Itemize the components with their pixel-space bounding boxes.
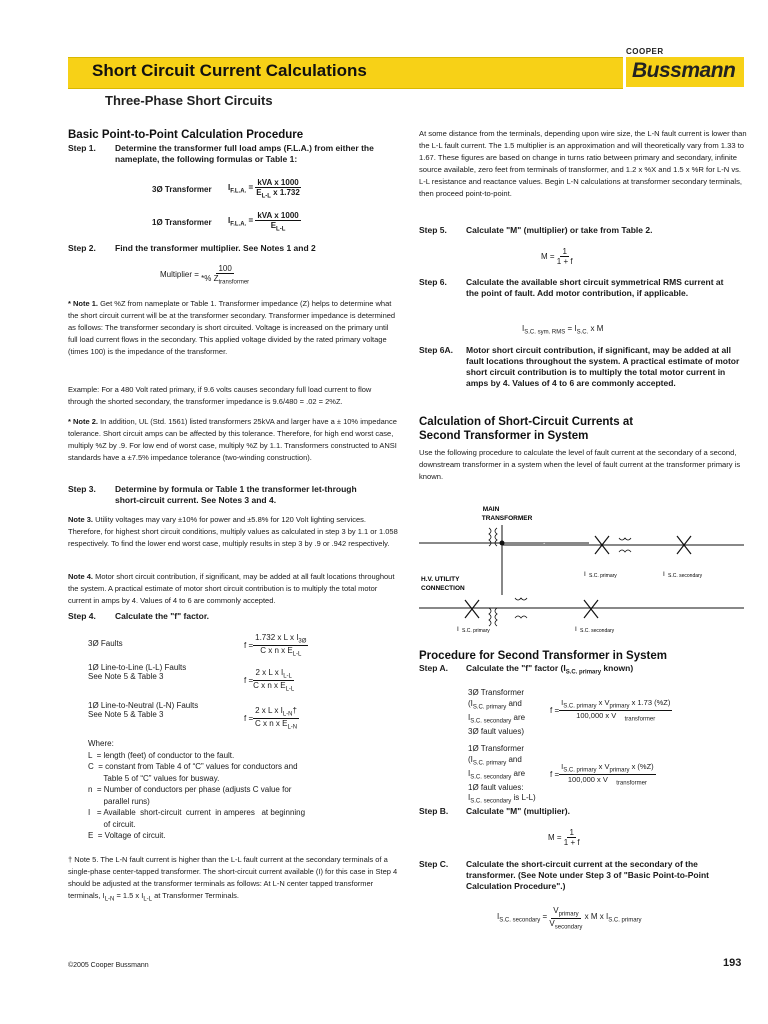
hv-isc-primary-label: I xyxy=(457,626,459,633)
section-heading-2: Calculation of Short-Circuit Currents at Second Transformer in System xyxy=(419,416,634,442)
formula-1ph: $I_{F.L.A.}$ = $\frac{\text{kVA x 1000}}{E_{L-L}}$ xyxy=(228,211,299,233)
formula-f-3ph: f = $\frac{1.732 x L x I_{3Ø}}{C x n x E_{L-L}}$ xyxy=(244,633,307,658)
formula-f-3ph-secondary: f = $\frac{I_{S.C. primary} x V_{primary} x 1.73 (\%Z)}{100,000 x V _{transformer}}$ xyxy=(550,698,671,722)
step-b: Step B. Calculate "M" (multiplier). xyxy=(419,806,570,816)
step-5: Step 5. Calculate "M" (multiplier) or take from Table 2. xyxy=(419,225,653,235)
note-5: † Note 5. The L-N fault current is higher than the L-L fault current at the secondary terminals of a single-phase center-tapped transformer. The short-circuit current available (I) for this case in Step 4 should be adjusted at the transformer terminals as follows: At L-N center tapped transformer terminals, $I_{L-N} = 1.5$ x $I_{L-L}$ at Transformer Terminals. xyxy=(68,855,398,903)
intro-paragraph: At some distance from the terminals, depending upon wire size, the L-N fault current is lower than the L-L fault current. The 1.5 multiplier is an approximation and will theoretically vary from 1.33 to 1.67. These figures are based on change in turns ratio between primary and secondary, infinite source available, zero feet from terminals of transformer, and 1.2 x %X and 1.5 x %R for L-N vs. L-L resistance and reactance values. Begin L-N calculations at transformer secondary terminals, then proceed point-to-point. xyxy=(419,129,747,198)
brand-cooper: COOPER xyxy=(626,47,664,56)
step-6a: Step 6A. Motor short circuit contribution, if significant, may be added at all fault locations throughout the system. A practical estimate of motor short circuit contribution is to multiply the total motor current in amps by 4. Values of 4 to 6 are commonly accepted. xyxy=(419,345,740,388)
one-line-diagram xyxy=(419,500,749,640)
fault-3ph-label: 3Ø Faults xyxy=(88,639,123,648)
formula-3ph: $I_{F.L.A.}$ = $\frac{\text{kVA x 1000}}{E_{L-L} x 1.732}$ xyxy=(228,178,300,200)
isc-secondary-label: I xyxy=(663,571,665,578)
fault-ln-label: 1Ø Line-to-Neutral (L-N) Faults See Note 5 & Table 3 xyxy=(88,701,199,719)
left-column xyxy=(68,128,403,165)
hv-isc-primary-sub: S.C. primary xyxy=(462,628,490,634)
formula-f-ll: f = $\frac{2 x L x I_{L-L}}{C x n x E_{L-L}}$ xyxy=(244,668,295,693)
second-transformer-intro: Use the following procedure to calculate the level of fault current at the secondary of a second, downstream transformer in a system when the level of fault current at the transformer primary is known. xyxy=(419,448,741,481)
formula-3ph-label: 3Ø Transformer xyxy=(152,185,212,194)
copyright: ©2005 Cooper Bussmann xyxy=(68,962,149,969)
formula-m-secondary: M = $\frac{1}{1 + f}$ xyxy=(548,828,580,847)
main-transformer-label: MAIN xyxy=(482,506,500,513)
step-4: Step 4. Calculate the "f" factor. xyxy=(68,611,210,621)
step-c: Step C. Calculate the short-circuit current at the secondary of the transformer. (See Note under Step 3 of "Basic Point-to-Point Calculation Procedure".) xyxy=(419,859,710,891)
hv-utility-label: H.V. UTILITY xyxy=(421,576,460,583)
where-item: L = length (feet) of conductor to the fault. xyxy=(88,750,235,760)
section-heading-3: Procedure for Second Transformer in System xyxy=(419,650,667,662)
isc-secondary-sub: S.C. secondary xyxy=(668,573,703,579)
brand-logo: Bussmann xyxy=(632,59,736,82)
formula-1ph-label: 1Ø Transformer xyxy=(152,218,212,227)
fault-ll-label: 1Ø Line-to-Line (L-L) Faults See Note 5 & Table 3 xyxy=(88,663,187,681)
where-item: n = Number of conductors per phase (adjusts C value for xyxy=(88,785,292,794)
step-3: Step 3. Determine by formula or Table 1 the transformer let-through short-circuit current. See Notes 3 and 4. xyxy=(68,484,357,505)
formula-f-ln: f = $\frac{2 x L x I_{L-N}\dagger}{C x n x E_{L-N}}$ xyxy=(244,706,298,731)
isc-primary-label: I xyxy=(584,571,586,578)
formula-f-1ph-secondary: f = $\frac{I_{S.C. primary} x V_{primary} x (\%Z)}{100,000 x V _{transformer}}$ xyxy=(550,762,654,786)
page-number: 193 xyxy=(723,957,742,969)
where-item: Table 5 of “C” values for busway. xyxy=(88,773,220,783)
formula-isc-secondary: $I_{S.C. secondary}$ = $\frac{V_{primary}}{V_{secondary}}$ x M x $I_{S.C. primary}$ xyxy=(497,906,642,931)
note-3: Note 3. Utility voltages may vary ±10% for power and ±5.8% for 120 Volt lighting services. Therefore, for highest short circuit conditions, multiply values as calculated in step 3 by 1.1 or 1.058 respectively. To find the lower end worst case, multiply results in step 3 by .9 or .942 respectively. xyxy=(68,515,398,548)
where-item: E = Voltage of circuit. xyxy=(88,831,166,840)
where-item: C = constant from Table 4 of “C” values for conductors and xyxy=(88,762,298,771)
main-transformer-label: TRANSFORMER xyxy=(481,515,533,522)
hv-isc-secondary-sub: S.C. secondary xyxy=(580,628,615,634)
step-6: Step 6. Calculate the available short circuit symmetrical RMS current at the point of fault. Add motor contribution, if applicable. xyxy=(419,277,724,298)
a-3ph-conditions: 3Ø Transformer ($I_{S.C. primary}$ and $I_{S.C. secondary}$ are 3Ø fault values) xyxy=(468,688,526,736)
step-1: Step 1. Determine the transformer full load amps (F.L.A.) from either the nameplate, the following formulas or Table 1: xyxy=(68,143,374,164)
hv-utility-label: CONNECTION xyxy=(421,585,465,592)
note-4: Note 4. Motor short circuit contribution, if significant, may be added at all fault locations throughout the system. A practical estimate of motor short circuit contribution is to multiply the total motor current in amps by 4. Values of 4 to 6 are commonly accepted. xyxy=(68,572,395,605)
where-list: Where: L = length (feet) of conductor to the fault. C = constant from Table 4 of “C” values for conductors and Table 5 of “C” values for busway. n = Number of conductors per phase (adjusts C value for parallel runs) I = Available short-circuit current in amperes at beginning of circuit. E = Voltage of circuit. xyxy=(88,738,408,842)
note-1: * Note 1. Get %Z from nameplate or Table 1. Transformer impedance (Z) helps to determine what the short circuit current will be at the transformer secondary. Transformer impedance is determined as follows: The transformer secondary is short circuited. Voltage is increased on the primary until full load current flows in the secondary. This applied voltage divided by the rated primary voltage (times 100) is the impedance of the transformer. xyxy=(68,299,396,356)
isc-primary-sub: S.C. primary xyxy=(589,573,617,579)
step-2: Step 2. Find the transformer multiplier. See Notes 1 and 2 xyxy=(68,243,316,253)
note-2: * Note 2. In addition, UL (Std. 1561) listed transformers 25kVA and larger have a ± 10% impedance tolerance. Short circuit amps can be affected by this tolerance. Therefore, for high end worst case, multiply %Z by .9. For low end of worst case, multiply %Z by 1.1. Transformers constructed to ANSI standards have a ±7.5% impedance tolerance (two-winding construction). xyxy=(68,417,397,462)
where-item: parallel runs) xyxy=(88,796,150,806)
formula-m: M = $\frac{1}{1 + f}$ xyxy=(541,247,573,266)
page-subtitle: Three-Phase Short Circuits xyxy=(105,93,273,108)
where-item: I = Available short-circuit current in amperes at beginning xyxy=(88,808,306,817)
formula-isc: $I_{S.C. sym. RMS} = I_{S.C.}$ x M xyxy=(522,324,604,336)
where-item: of circuit. xyxy=(88,819,136,829)
formula-multiplier: Multiplier = $\frac{100}{*\% Z_{transformer}}$ xyxy=(160,264,250,286)
example: Example: For a 480 Volt rated primary, if 9.6 volts causes secondary full load current to flow through the shorted secondary, the transformer impedance is 9.6/480 = .02 = 2%Z. xyxy=(68,385,372,406)
section-heading: Basic Point-to-Point Calculation Procedure xyxy=(68,129,304,141)
hv-isc-secondary-label: I xyxy=(575,626,577,633)
step-a: Step A. Calculate the "f" factor ($I_{S.C. primary}$ known) xyxy=(419,663,634,676)
a-1ph-conditions: 1Ø Transformer ($I_{S.C. primary}$ and $I_{S.C. secondary}$ are 1Ø fault values: $I_{S.C. secondary}$ is L-L) xyxy=(468,744,536,805)
page-title: Short Circuit Current Calculations xyxy=(92,61,367,80)
